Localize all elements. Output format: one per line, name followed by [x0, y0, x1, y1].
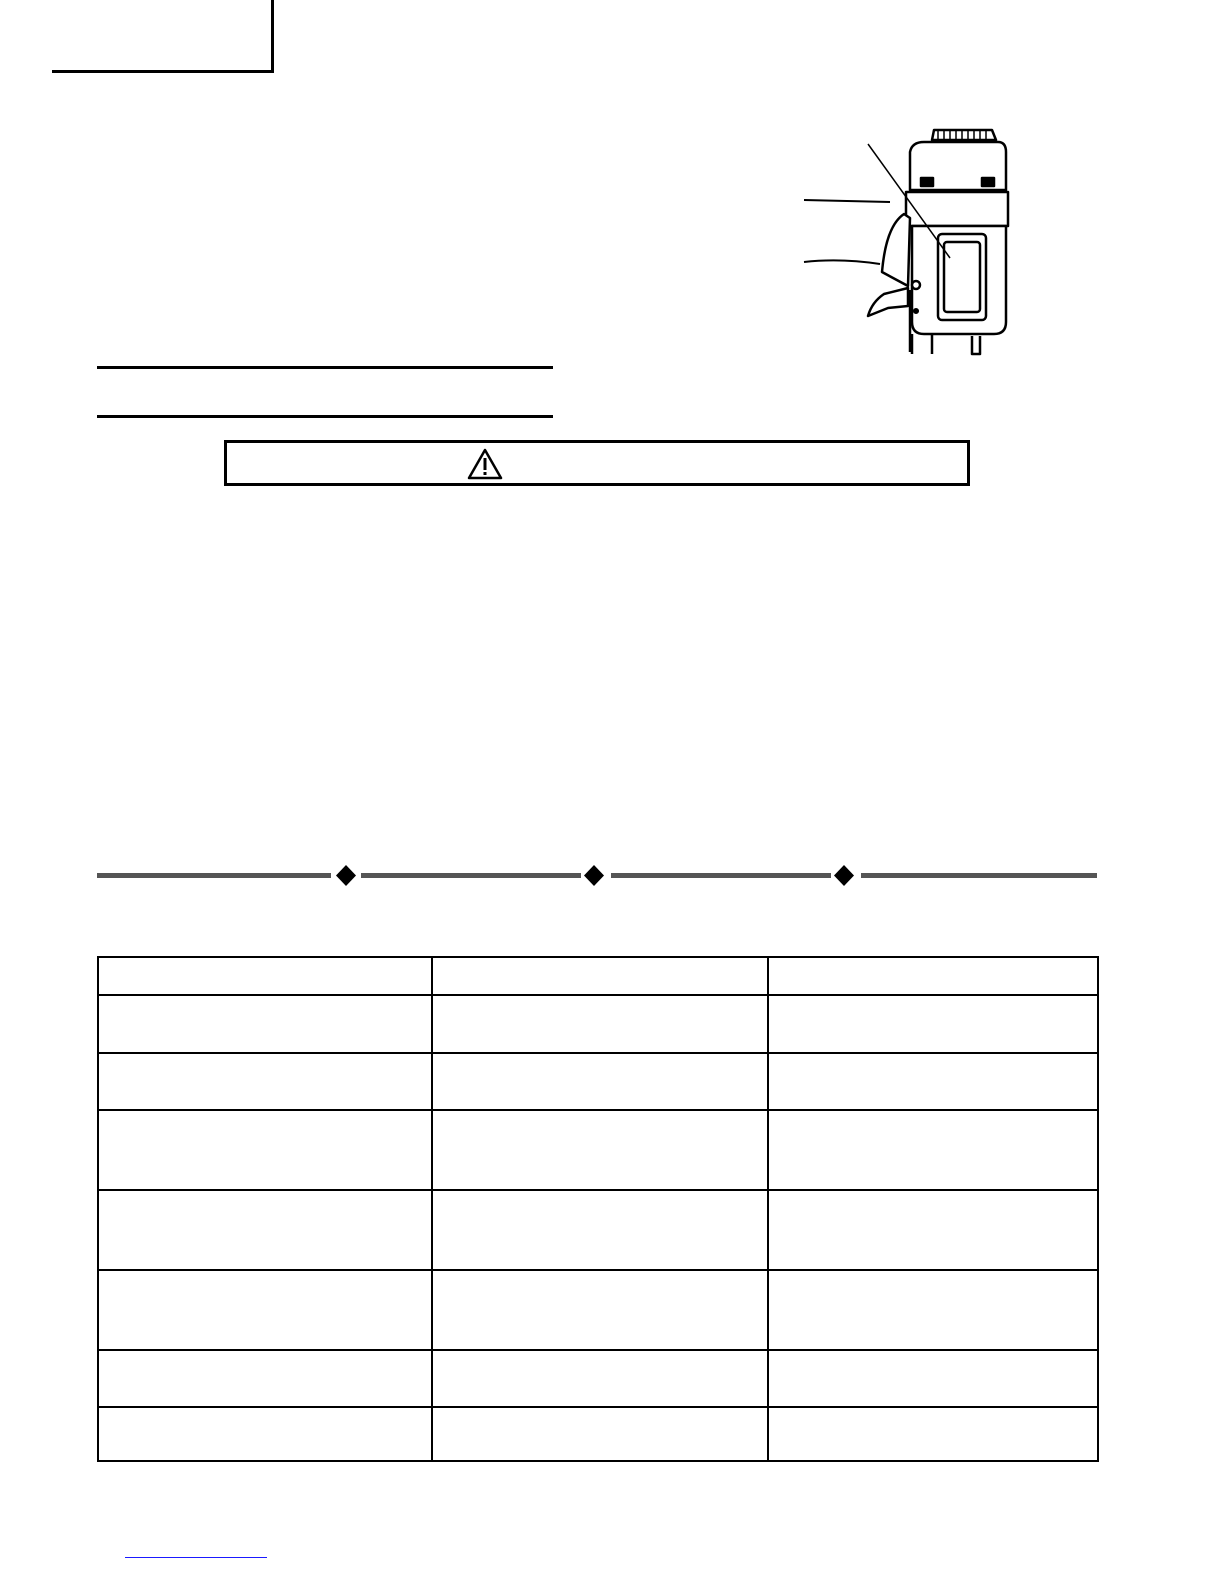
footer-link-underline [125, 1557, 267, 1558]
table-cell [98, 1190, 432, 1270]
nailer-tool-illustration [800, 122, 1020, 358]
table-cell [98, 1270, 432, 1350]
table-cell [432, 1407, 768, 1461]
table-cell [98, 1110, 432, 1190]
table-row [98, 995, 1098, 1053]
page-corner-tab [52, 0, 274, 73]
table-cell [768, 995, 1098, 1053]
table-cell [432, 957, 768, 995]
warning-triangle-icon [467, 447, 503, 481]
table-cell [98, 1350, 432, 1407]
diamond-icon [834, 865, 854, 886]
warning-banner [224, 440, 970, 486]
table-row [98, 1350, 1098, 1407]
table-cell [432, 995, 768, 1053]
table-cell [98, 995, 432, 1053]
table-row [98, 1053, 1098, 1110]
heading-rule-top [97, 366, 553, 369]
table-row [98, 1270, 1098, 1350]
heading-rule-bottom [97, 415, 553, 418]
section-divider [97, 862, 1097, 890]
table-cell [768, 1350, 1098, 1407]
table-cell [432, 1110, 768, 1190]
table-cell [768, 1053, 1098, 1110]
table-row [98, 1190, 1098, 1270]
diamond-icon [336, 865, 356, 886]
table-cell [432, 1350, 768, 1407]
table-cell [432, 1190, 768, 1270]
table-row [98, 957, 1098, 995]
table-cell [768, 1270, 1098, 1350]
table-row [98, 1407, 1098, 1461]
specifications-table [97, 956, 1099, 1462]
table-cell [98, 1407, 432, 1461]
table-cell [768, 1407, 1098, 1461]
table-cell [432, 1053, 768, 1110]
diamond-icon [584, 865, 604, 886]
table-cell [432, 1270, 768, 1350]
table-row [98, 1110, 1098, 1190]
table-cell [98, 957, 432, 995]
table-cell [768, 957, 1098, 995]
table-cell [98, 1053, 432, 1110]
table-cell [768, 1190, 1098, 1270]
table-cell [768, 1110, 1098, 1190]
